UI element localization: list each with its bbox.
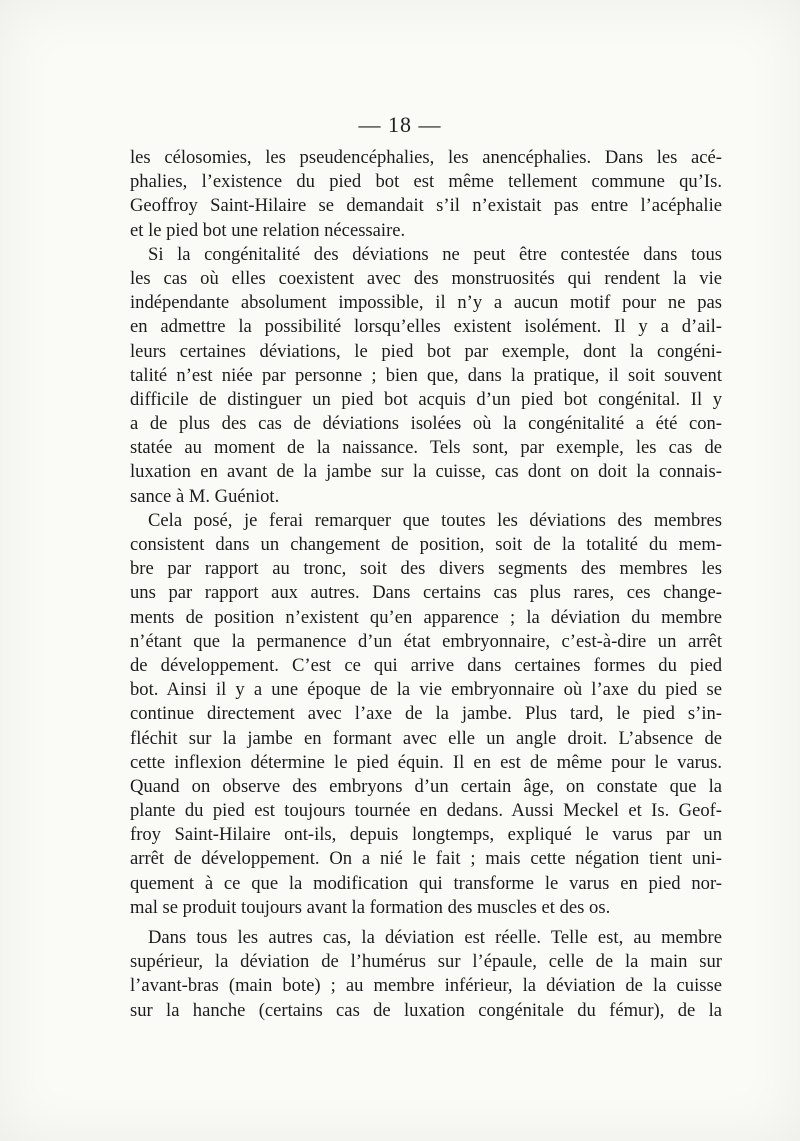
text-line: supérieur, la déviation de l’humérus sur l’épaule, celle de la main sur bbox=[130, 951, 722, 973]
text-line: continue directement avec l’axe de la jambe. Plus tard, le pied s’in- bbox=[130, 703, 722, 725]
text-line: Geoffroy Saint-Hilaire se demandait s’il n’existait pas entre l’acéphalie bbox=[130, 195, 722, 217]
text-line: leurs certaines déviations, le pied bot par exemple, dont la congéni- bbox=[130, 340, 722, 362]
text-line: quement à ce que la modification qui transforme le varus en pied nor- bbox=[130, 872, 722, 894]
text-line: statée au moment de la naissance. Tels sont, par exemple, les cas de bbox=[130, 437, 722, 459]
text-line: Quand on observe des embryons d’un certain âge, on constate que la bbox=[130, 775, 722, 797]
paragraph bbox=[130, 146, 722, 243]
text-line: uns par rapport aux autres. Dans certains cas plus rares, ces change- bbox=[130, 582, 722, 604]
text-line: de développement. C’est ce qui arrive dans certaines formes du pied bbox=[130, 654, 722, 676]
text-line: les célosomies, les pseudencéphalies, les anencéphalies. Dans les acé- bbox=[130, 147, 722, 168]
text-line: bre par rapport au tronc, soit des divers segments des membres les bbox=[130, 558, 722, 580]
paragraph bbox=[130, 509, 722, 920]
text-line: sur la hanche (certains cas de luxation congénitale du fémur), de la bbox=[130, 999, 722, 1021]
page-number: — 18 — bbox=[358, 112, 442, 137]
text-line: les cas où elles coexistent avec des monstruosités qui rendent la vie bbox=[130, 267, 722, 289]
paragraph bbox=[130, 243, 722, 509]
text-line: mal se produit toujours avant la formation des muscles et des os. bbox=[130, 896, 611, 918]
text-line: et le pied bot une relation nécessaire. bbox=[130, 219, 406, 241]
text-line: phalies, l’existence du pied bot est même tellement commune qu’Is. bbox=[130, 171, 722, 193]
text-line: l’avant-bras (main bote) ; au membre inférieur, la déviation de la cuisse bbox=[130, 975, 722, 997]
text-line: en admettre la possibilité lorsqu’elles existent isolément. Il y a d’ail- bbox=[130, 316, 722, 338]
text-line: Dans tous les autres cas, la déviation est réelle. Telle est, au membre bbox=[148, 927, 722, 948]
text-line: difficile de distinguer un pied bot acquis d’un pied bot congénital. Il y bbox=[130, 388, 722, 410]
text-line: consistent dans un changement de position, soit de la totalité du mem- bbox=[130, 534, 722, 555]
text-line: sance à M. Guéniot. bbox=[130, 485, 280, 507]
text-line: bot. Ainsi il y a une époque de la vie embryonnaire où l’axe du pied se bbox=[130, 679, 722, 701]
text-line: luxation en avant de la jambe sur la cuisse, cas dont on doit la connais- bbox=[130, 461, 722, 483]
text-line: ments de position n’existent qu’en apparence ; la déviation du membre bbox=[130, 606, 722, 628]
text-line: cette inflexion détermine le pied équin. Il en est de même pour le varus. bbox=[130, 751, 722, 773]
text-line: indépendante absolument impossible, il n’y a aucun motif pour ne pas bbox=[130, 292, 722, 314]
text-line: n’étant que la permanence d’un état embryonnaire, c’est-à-dire un arrêt bbox=[130, 630, 722, 652]
text-line: plante du pied est toujours tournée en dedans. Aussi Meckel et Is. Geof- bbox=[130, 800, 722, 822]
text-line: fléchit sur la jambe en formant avec elle un angle droit. L’absence de bbox=[130, 727, 722, 749]
paragraph bbox=[130, 926, 722, 1023]
text-line: Cela posé, je ferai remarquer que toutes les déviations des membres bbox=[148, 509, 722, 531]
text-line: talité n’est niée par personne ; bien que, dans la pratique, il soit souvent bbox=[130, 364, 722, 386]
text-line: Si la congénitalité des déviations ne peut être contestée dans tous bbox=[148, 243, 722, 265]
text-line: froy Saint-Hilaire ont-ils, depuis longtemps, expliqué le varus par un bbox=[130, 824, 722, 846]
body-text bbox=[130, 146, 722, 1023]
text-line: arrêt de développement. On a nié le fait ; mais cette négation tient uni- bbox=[130, 848, 722, 870]
text-line: a de plus des cas de déviations isolées où la congénitalité a été con- bbox=[130, 413, 722, 435]
